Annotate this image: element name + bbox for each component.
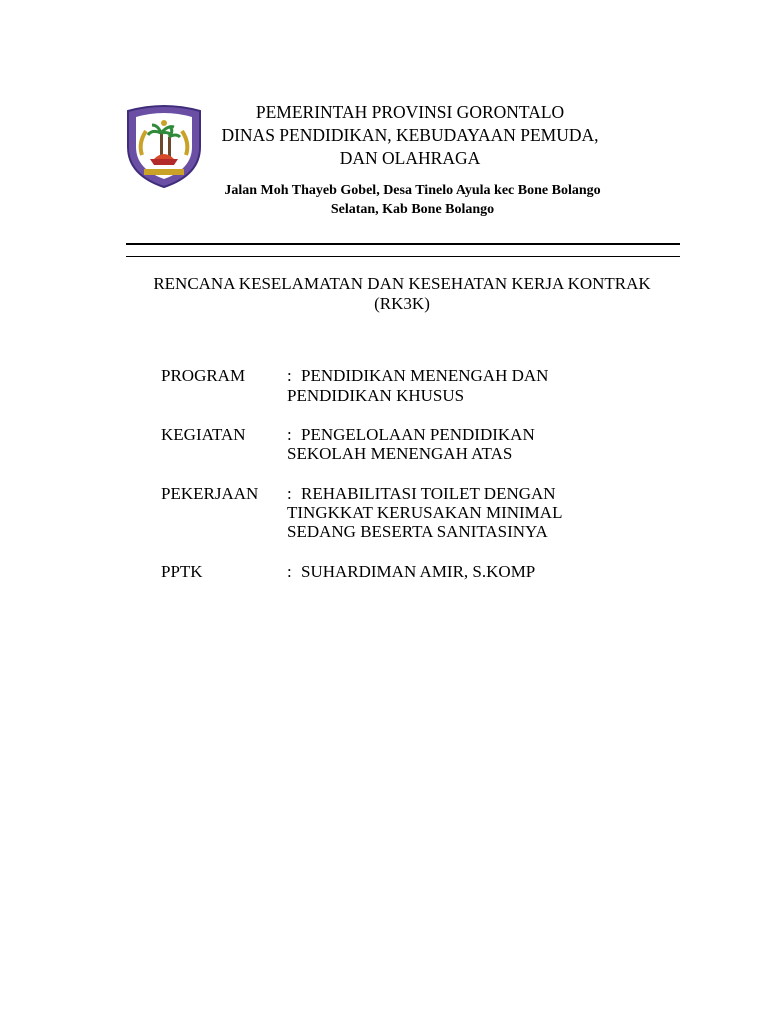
field-label-pekerjaan: PEKERJAAN bbox=[161, 484, 259, 503]
gorontalo-province-emblem-icon bbox=[124, 103, 204, 189]
field-label-pptk: PPTK bbox=[161, 562, 203, 581]
address-line-2: Selatan, Kab Bone Bolango bbox=[330, 202, 495, 217]
field-value-pekerjaan-line-1: REHABILITASI TOILET DENGAN bbox=[301, 484, 556, 503]
agency-name-line-3: DAN OLAHRAGA bbox=[339, 148, 481, 168]
field-value-kegiatan-line-1: PENGELOLAAN PENDIDIKAN bbox=[301, 425, 535, 444]
letterhead-rule-thin bbox=[126, 256, 680, 257]
field-value-program-line-1: PENDIDIKAN MENENGAH DAN bbox=[301, 366, 549, 385]
document-title-line-1: RENCANA KESELAMATAN DAN KESEHATAN KERJA KONTRAK bbox=[153, 274, 651, 293]
agency-name-line-1: PEMERINTAH PROVINSI GORONTALO bbox=[255, 102, 565, 122]
address-line-1: Jalan Moh Thayeb Gobel, Desa Tinelo Ayula kec Bone Bolango bbox=[224, 183, 601, 198]
field-label-program: PROGRAM bbox=[161, 366, 246, 385]
field-value-program-line-2: PENDIDIKAN KHUSUS bbox=[287, 386, 465, 405]
field-colon-pekerjaan: : bbox=[287, 484, 292, 503]
letterhead-rule-thick bbox=[126, 243, 680, 245]
document-title-line-2: (RK3K) bbox=[374, 294, 430, 313]
field-colon-pptk: : bbox=[287, 562, 292, 581]
field-label-kegiatan: KEGIATAN bbox=[161, 425, 246, 444]
field-colon-program: : bbox=[287, 366, 292, 385]
field-colon-kegiatan: : bbox=[287, 425, 292, 444]
field-value-kegiatan-line-2: SEKOLAH MENENGAH ATAS bbox=[287, 444, 513, 463]
agency-name-line-2: DINAS PENDIDIKAN, KEBUDAYAAN PEMUDA, bbox=[221, 125, 599, 145]
field-value-pekerjaan-line-2: TINGKKAT KERUSAKAN MINIMAL bbox=[287, 503, 563, 522]
field-value-pekerjaan-line-3: SEDANG BESERTA SANITASINYA bbox=[287, 522, 548, 541]
field-value-pptk-line-1: SUHARDIMAN AMIR, S.KOMP bbox=[301, 562, 536, 581]
